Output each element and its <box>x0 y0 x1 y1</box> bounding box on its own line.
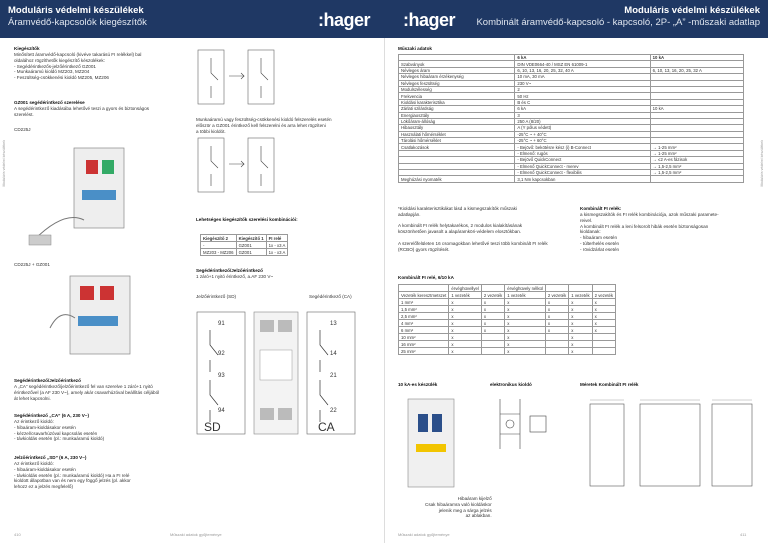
kieg-line: - Munkaáramú kioldó MZ203, MZ204 <box>14 69 90 75</box>
spec-cell: - Bejövő QuickConnect <box>515 157 650 163</box>
conn-cell <box>569 285 592 292</box>
conn-cell: x <box>505 348 546 355</box>
conn-cell: x <box>505 320 546 327</box>
side-label-left: Moduláris védelmi készülékek <box>2 140 6 187</box>
conn-cell: 2,5 mm² <box>399 313 449 320</box>
conn-cell <box>481 285 504 292</box>
table-row <box>399 320 616 327</box>
cd-label: CD225J <box>14 127 31 132</box>
connection-table <box>398 284 616 355</box>
sdi-line: - távkioldás esetén (pl.: munkaáramú kioldó) Ha a FI relé <box>14 472 130 478</box>
note-right-line: a kismegszakítók és FI relék kombinációja, azok műszaki paramete- <box>580 212 719 217</box>
conn-cell: x <box>592 299 615 306</box>
side-label-right: Moduláris védelmi készülékek <box>760 140 764 187</box>
spec-cell: - Elmenő: rugós <box>515 150 650 156</box>
wiring-diagram-2 <box>196 136 282 196</box>
conn-cell: x <box>505 299 546 306</box>
conn-cell: x <box>449 327 481 334</box>
spec-cell: 6, 10, 13, 16, 20, 25, 32 A <box>650 67 743 73</box>
hager-logo-right: :hager <box>403 10 456 30</box>
spec-cell: → ≤2 A-es fázisok <box>650 157 743 163</box>
combo-table <box>200 234 288 256</box>
conn-cell: 1 vezeték <box>569 292 592 299</box>
term-13: 13 <box>330 321 337 327</box>
conn-cell: x <box>505 327 546 334</box>
page-header <box>0 0 768 38</box>
combo-cell: Kiegészítő 1 <box>236 235 266 242</box>
note-left <box>398 206 548 252</box>
note-left-line: köszönhetően javasolt a alapáramköri-védelem elosztókban. <box>398 229 522 235</box>
conn-cell: x <box>545 306 568 313</box>
term-93: 93 <box>218 373 225 379</box>
jel-sd-label: Jelzőérintkező (SD) <box>196 294 237 299</box>
note-left-line: *Kioldási karakterisztikákat lásd a kismegszakítók műszaki <box>398 206 517 211</box>
seg-subtitle: 1 záró+1 nyitó érintkező, a.AF 230 V~ <box>196 274 274 279</box>
table-row <box>399 327 616 334</box>
mt-title: Műszaki adatok <box>398 46 432 51</box>
spec-cell: 10 mA, 30 mA <box>515 74 650 80</box>
kieg-line: oldalához rögzíthetők kiegészítő készülékek: <box>14 57 105 63</box>
spec-cell <box>650 176 743 182</box>
table-row <box>399 341 616 348</box>
spec-cell: Szabványok <box>399 61 515 67</box>
spec-cell: - Bejövő: bekötésre kész (i) B-Connect <box>515 144 650 150</box>
conn-cell <box>592 334 615 341</box>
sdi-text <box>14 461 131 490</box>
table-row <box>399 285 616 292</box>
kieg-title: Kiegészítők <box>14 46 40 51</box>
jel-ca-label: Segédérintkező (CA) <box>309 294 352 299</box>
spec-cell: Meghúzási nyomaték <box>399 176 515 182</box>
note-left-line: (RCBO) gyors rögzítését. <box>398 246 450 252</box>
conn-cell: 4 mm² <box>399 320 449 327</box>
conn-cell: Vezeték keresztmetszet <box>399 292 449 299</box>
mid-line: először a GZ001 érintkező kell felszerelni és arra lehet rögzíteni <box>196 122 326 128</box>
left-title: Moduláris védelmi készülékek <box>8 5 144 16</box>
conn-cell <box>481 348 504 355</box>
conn-cell: x <box>481 320 504 327</box>
conn-cell: x <box>505 306 546 313</box>
combo-cell: GZ001 <box>236 242 266 249</box>
callout-line: az ablakban. <box>465 513 492 519</box>
sdi-line: Az érintkező kioldó: <box>14 461 54 466</box>
sdi-title: Jelzőérintkező „SD” (6 A, 230 V~) <box>14 455 87 460</box>
spec-cell: 10 kA <box>650 106 743 112</box>
conn-cell: 1 mm² <box>399 299 449 306</box>
note-right-line: - túlterhelés esetén <box>580 240 620 246</box>
mid-text <box>196 117 332 134</box>
spec-cell: → 1,5-2,5 mm² <box>650 170 743 176</box>
ca-line: - hibaáram-kioldásakor esetén <box>14 424 76 430</box>
mid-line: Munkaáramú vagy feszültség-csökkenési kioldó felszerelés esetén <box>196 117 332 122</box>
conn-cell: 1 vezeték <box>505 292 546 299</box>
sj-title: Segédérintkező/Jelzőérintkező <box>14 378 81 383</box>
fig3-title <box>580 382 638 388</box>
spec-cell: Modulszélesség <box>399 86 515 92</box>
conn-cell: x <box>481 306 504 313</box>
conn-cell: x <box>449 341 481 348</box>
electronic-trip-schematic <box>490 394 560 454</box>
conn-cell <box>545 285 568 292</box>
wiring-diagram-1 <box>196 48 282 108</box>
conn-cell: x <box>592 306 615 313</box>
footer-right: Műszaki adatok gyűjteménye <box>398 532 450 537</box>
spec-cell: 250 A (8/20) <box>515 118 650 124</box>
conn-cell: x <box>569 348 592 355</box>
conn-cell: x <box>481 327 504 334</box>
spec-cell: Zárlati szilárdság <box>399 106 515 112</box>
conn-cell: 2 vezeték <box>545 292 568 299</box>
conn-cell: 2 vezeték <box>481 292 504 299</box>
spec-cell: Névleges hibaáram érzékenység <box>399 74 515 80</box>
gz-text <box>14 106 149 118</box>
conn-cell: x <box>505 334 546 341</box>
combo-cell: Kiegészítő 2 <box>201 235 237 242</box>
conn-cell: x <box>569 299 592 306</box>
term-21: 21 <box>330 373 337 379</box>
ca-line: - távkioldás esetén (pl.: munkaáramú kioldó) <box>14 436 105 442</box>
combo-title: Lehetséges kiegészítők szerelési kombinációi: <box>196 217 298 222</box>
spec-cell: 230 V~ <box>515 80 650 86</box>
conn-cell: 1,5 mm² <box>399 306 449 313</box>
conn-cell: érvéghüvely nélkül <box>505 285 546 292</box>
spec-cell: → 1-25 mm² <box>650 144 743 150</box>
conn-cell: x <box>569 313 592 320</box>
conn-cell: 10 mm² <box>399 334 449 341</box>
conn-cell <box>592 285 615 292</box>
sdi-line: lehozz ez a jelzés megfelelő) <box>14 484 73 490</box>
table-row <box>399 334 616 341</box>
spec-cell: -25°C ~ + 60°C <box>515 138 650 144</box>
note-right-line: - rövidzárlat esetén <box>580 246 620 252</box>
sj-line: A „CA” segédérintkező/jelzőérintkező fel van szerelve 1 záró+1 nyitó <box>14 384 153 389</box>
term-22: 22 <box>330 408 337 414</box>
conn-cell: x <box>592 327 615 334</box>
sd-label: SD <box>204 420 221 434</box>
mid-line: a többi kioldót. <box>196 128 226 134</box>
conn-cell: 6 mm² <box>399 327 449 334</box>
note-right <box>580 212 719 253</box>
cd2-label: CD225J + GZ001 <box>14 262 50 267</box>
kieg-text <box>14 52 141 81</box>
table-row <box>399 299 616 306</box>
page-divider <box>384 38 385 543</box>
conn-cell: x <box>592 320 615 327</box>
ca-title: Segédérintkező „CA” (6 A, 230 V~) <box>14 413 90 418</box>
note-left-line: A kombinált FI relék helytakarékos, 2 modulos kialakításának <box>398 223 523 229</box>
dimension-drawing <box>580 396 760 496</box>
note-left-line: adatlapján. <box>398 211 421 217</box>
spec-cell: 2 <box>515 86 650 92</box>
table-row <box>399 176 744 182</box>
note-right-line: kioldanak: <box>580 229 601 235</box>
spec-cell: -25°C ~ + 40°C <box>515 131 650 137</box>
fig1-title: 10 kA-es készülék <box>398 382 438 387</box>
spec-cell: DIN VDE0664-40 / MSZ EN 61009-1 <box>515 61 650 67</box>
conn-cell: x <box>569 334 592 341</box>
conn-cell: x <box>569 306 592 313</box>
spec-cell: 3,1 Nm kapcsokban <box>515 176 650 182</box>
spec-cell: Kioldási karakterisztika <box>399 99 515 105</box>
conn-cell: x <box>481 313 504 320</box>
page-number-right: 411 <box>740 532 747 537</box>
combo-cell: 1x - x3 A <box>266 249 288 256</box>
conn-cell: x <box>449 348 481 355</box>
spec-cell: 6 kA <box>515 106 650 112</box>
conn-cell: x <box>449 334 481 341</box>
conn-cell: x <box>545 313 568 320</box>
conn-cell: x <box>545 299 568 306</box>
spec-cell: B és C <box>515 99 650 105</box>
conn-cell: x <box>592 313 615 320</box>
ca-line: Az érintkező kioldó: <box>14 419 54 424</box>
spec-cell: Energiaosztály <box>399 112 515 118</box>
note-right-line: - hibaáram esetén <box>580 235 618 241</box>
conn-cell: 2 vezeték <box>592 292 615 299</box>
conn-cell: x <box>449 299 481 306</box>
spec-cell: Frekvencia <box>399 93 515 99</box>
term-94: 94 <box>218 408 225 414</box>
conn-cell: 25 mm² <box>399 348 449 355</box>
note-right-line: A kombinált FI relék a leni felsorolt hibák esetén biztonságosan <box>580 223 709 229</box>
gz-line: szerelést. <box>14 111 34 117</box>
spec-cell: - Elmenő QuickConnect - merev <box>515 163 650 169</box>
hager-logo-left: :hager <box>318 10 371 30</box>
sj-line: át lehet kapcsolni. <box>14 395 51 401</box>
spec-cell: Névleges feszültség <box>399 80 515 86</box>
sj-line: érintkezővel (a AF 230 V~), amely akár csavarhúzóval beállítás céljából <box>14 389 160 395</box>
table-row <box>399 313 616 320</box>
note-right-title: Kombinált FI relék: <box>580 206 622 211</box>
spec-cell: Lökőáram-állóság <box>399 118 515 124</box>
fig2-title: elektronikus kioldó <box>490 382 532 387</box>
spec-cell: 50 Hz <box>515 93 650 99</box>
spec-cell: Használati hőmérséklet <box>399 131 515 137</box>
conn-cell <box>592 348 615 355</box>
conn-cell <box>545 334 568 341</box>
conn-cell: x <box>449 306 481 313</box>
ca-label: CA <box>318 420 335 434</box>
ca-line: - kézzel/csavarhúzóval kapcsolás esetén <box>14 430 98 436</box>
kieg-line: Minősített áramvédő-kapcsoló (kivéve takarású FI relékkel) bal <box>14 52 142 57</box>
combo-cell: 1x - x3 A <box>266 242 288 249</box>
conn-cell <box>481 334 504 341</box>
spec-cell: 6, 10, 13, 16, 20, 25, 32, 40 A <box>515 67 650 73</box>
fig3-title-text: Méretek Kombinált FI relék <box>580 382 639 387</box>
table-row <box>399 292 616 299</box>
right-subtitle: Kombinált áramvédő-kapcsoló - kapcsoló, 2P- „A” -műszaki adatlap <box>476 17 760 28</box>
left-subtitle: Áramvédő-kapcsolók kiegészítők <box>8 17 147 28</box>
conn-cell: x <box>505 313 546 320</box>
spec-cell: - Elmenő QuickConnect - flexibilis <box>515 170 650 176</box>
ca-text <box>14 419 104 442</box>
conn-cell: x <box>569 320 592 327</box>
seg-title: Segédérintkező/Jelzőérintkező <box>196 268 263 273</box>
sdi-line: kioldott állapotban van és nem egy föggő jelzés (pl. akkor <box>14 478 131 484</box>
conn-cell: x <box>545 320 568 327</box>
right-title: Moduláris védelmi készülékek <box>624 5 760 16</box>
spec-cell: Hibaosztály <box>399 125 515 131</box>
callout-text <box>425 496 492 519</box>
table-row <box>201 242 288 249</box>
footer-left: Műszaki adatok gyűjteménye <box>170 532 222 537</box>
spec-cell: Csatlakozások <box>399 144 515 150</box>
spec-cell: → 1-25 mm² <box>650 150 743 156</box>
table-row <box>201 249 288 256</box>
combo-cell: GZ001 <box>236 249 266 256</box>
spec-cell: 3 <box>515 112 650 118</box>
conn-cell: 1 vezeték <box>449 292 481 299</box>
conn-cell: x <box>569 341 592 348</box>
spec-cell: Névleges áram <box>399 67 515 73</box>
conn-cell: x <box>505 341 546 348</box>
conn-cell: x <box>545 327 568 334</box>
term-91: 91 <box>218 321 225 327</box>
conn-cell <box>545 341 568 348</box>
conn-cell <box>545 348 568 355</box>
rcbo-device-image <box>398 394 468 494</box>
spec-cell: Tárolási hőmérséklet <box>399 138 515 144</box>
note-left-line: A szerelőfelületen 16 csomagokban lehetővé teszi több kombinált FI relék <box>398 240 548 246</box>
conn-cell: x <box>481 299 504 306</box>
conn-cell: x <box>449 320 481 327</box>
conn-cell <box>399 285 449 292</box>
combo-cell: MZ203 - MZ206 <box>201 249 237 256</box>
spec-cell: → 1,5-2,5 mm² <box>650 163 743 169</box>
gz-line: A segédérintkező kiadásába lehetővé teszi a gyors és biztonságos <box>14 106 150 111</box>
sdi-line: - hibaáram-kioldásakor esetén <box>14 466 76 472</box>
table-row <box>399 306 616 313</box>
spec-cell: 10 kA <box>650 55 743 61</box>
gz-title: GZ001 segédérintkező szerelése <box>14 100 85 105</box>
conn-cell: x <box>569 327 592 334</box>
conn-cell: 16 mm² <box>399 341 449 348</box>
spec-table <box>398 54 744 183</box>
conn-cell: érvéghüvellyel <box>449 285 481 292</box>
table-header <box>201 235 288 242</box>
breaker-illustration-1 <box>24 140 174 255</box>
term-92: 92 <box>218 351 225 357</box>
combo-cell: - <box>201 242 237 249</box>
note-right-line: reivel. <box>580 217 593 223</box>
term-14: 14 <box>330 351 337 357</box>
conn-cell: x <box>449 313 481 320</box>
callout-line: Hibaáram kijelző <box>457 496 492 501</box>
table-row <box>399 348 616 355</box>
sj-text <box>14 384 159 401</box>
kieg-line: - Feszültség-csökkenési kioldó MZ205, MZ206 <box>14 75 109 81</box>
kieg-line: - Segédérintkezős-jelzőérintkező GZ001 <box>14 63 96 69</box>
spec-cell: A (Y pólus védett) <box>515 125 650 131</box>
combo-cell: FI relé <box>266 235 288 242</box>
callout-line: Csak hibaáramra való kioldáskor <box>425 501 492 507</box>
conn-cell <box>481 341 504 348</box>
conn-title: Kombinált FI relé, 6/10 kA <box>398 275 454 280</box>
callout-line: jelenik meg a sárga jelzés <box>438 507 492 513</box>
conn-cell <box>592 341 615 348</box>
page-number-left: 410 <box>14 532 21 537</box>
breaker-illustration-2 <box>30 268 180 368</box>
spec-cell: 6 kA <box>515 55 650 61</box>
